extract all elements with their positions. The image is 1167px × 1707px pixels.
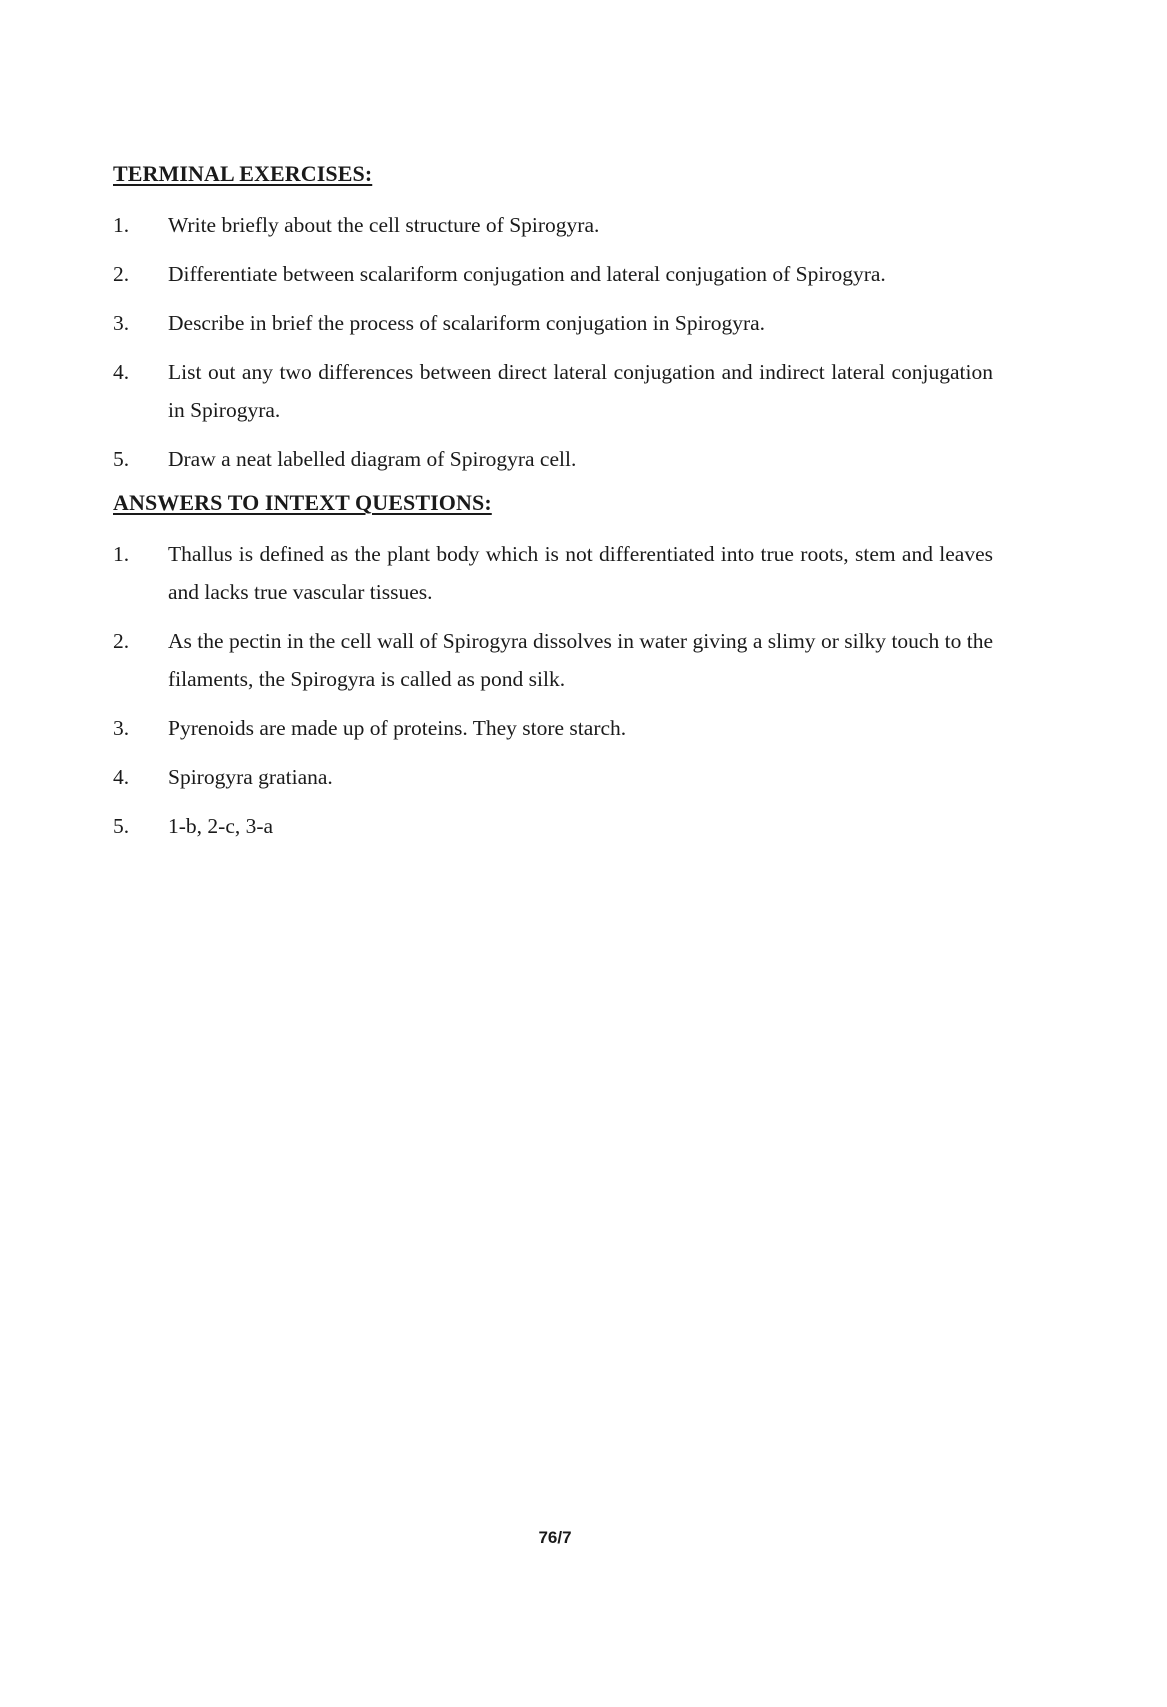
item-text: Spirogyra gratiana. [168,765,333,789]
item-text: Pyrenoids are made up of proteins. They store starch. [168,716,627,740]
list-item [113,304,993,342]
list-item [113,255,993,293]
item-number: 1. [113,542,130,566]
item-text: Differentiate between scalariform conjugation and lateral conjugation of Spirogyra. [168,262,886,286]
list-item [113,206,993,244]
item-number: 3. [113,311,130,335]
item-text: As the pectin in the cell wall of Spirogyra dissolves in water giving a slimy or silky touch to the filaments, the Spirogyra is called as pond silk. [168,629,993,691]
item-text: 1-b, 2-c, 3-a [168,814,274,838]
item-text: List out any two differences between direct lateral conjugation and indirect lateral conjugation in Spirogyra. [168,360,993,422]
item-number: 4. [113,765,130,789]
page-number: 76/7 [538,1528,572,1547]
item-number: 2. [113,629,130,653]
answers-list [113,535,993,845]
item-text: Draw a neat labelled diagram of Spirogyra cell. [168,447,577,471]
answers-heading: ANSWERS TO INTEXT QUESTIONS: [113,490,492,515]
item-number: 4. [113,360,130,384]
item-text: Describe in brief the process of scalariform conjugation in Spirogyra. [168,311,766,335]
terminal-exercises-list [113,206,993,478]
item-number: 1. [113,213,130,237]
item-number: 3. [113,716,130,740]
list-item [113,709,993,747]
item-text: Write briefly about the cell structure of Spirogyra. [168,213,600,237]
list-item [113,758,993,796]
list-item [113,353,993,429]
item-number: 5. [113,814,130,838]
list-item [113,807,993,845]
list-item [113,535,993,611]
terminal-exercises-heading: TERMINAL EXERCISES: [113,161,373,186]
list-item [113,622,993,698]
list-item [113,440,993,478]
page-content [113,160,993,856]
item-number: 5. [113,447,130,471]
item-number: 2. [113,262,130,286]
item-text: Thallus is defined as the plant body which is not differentiated into true roots, stem and leaves and lacks true vascular tissues. [168,542,993,604]
